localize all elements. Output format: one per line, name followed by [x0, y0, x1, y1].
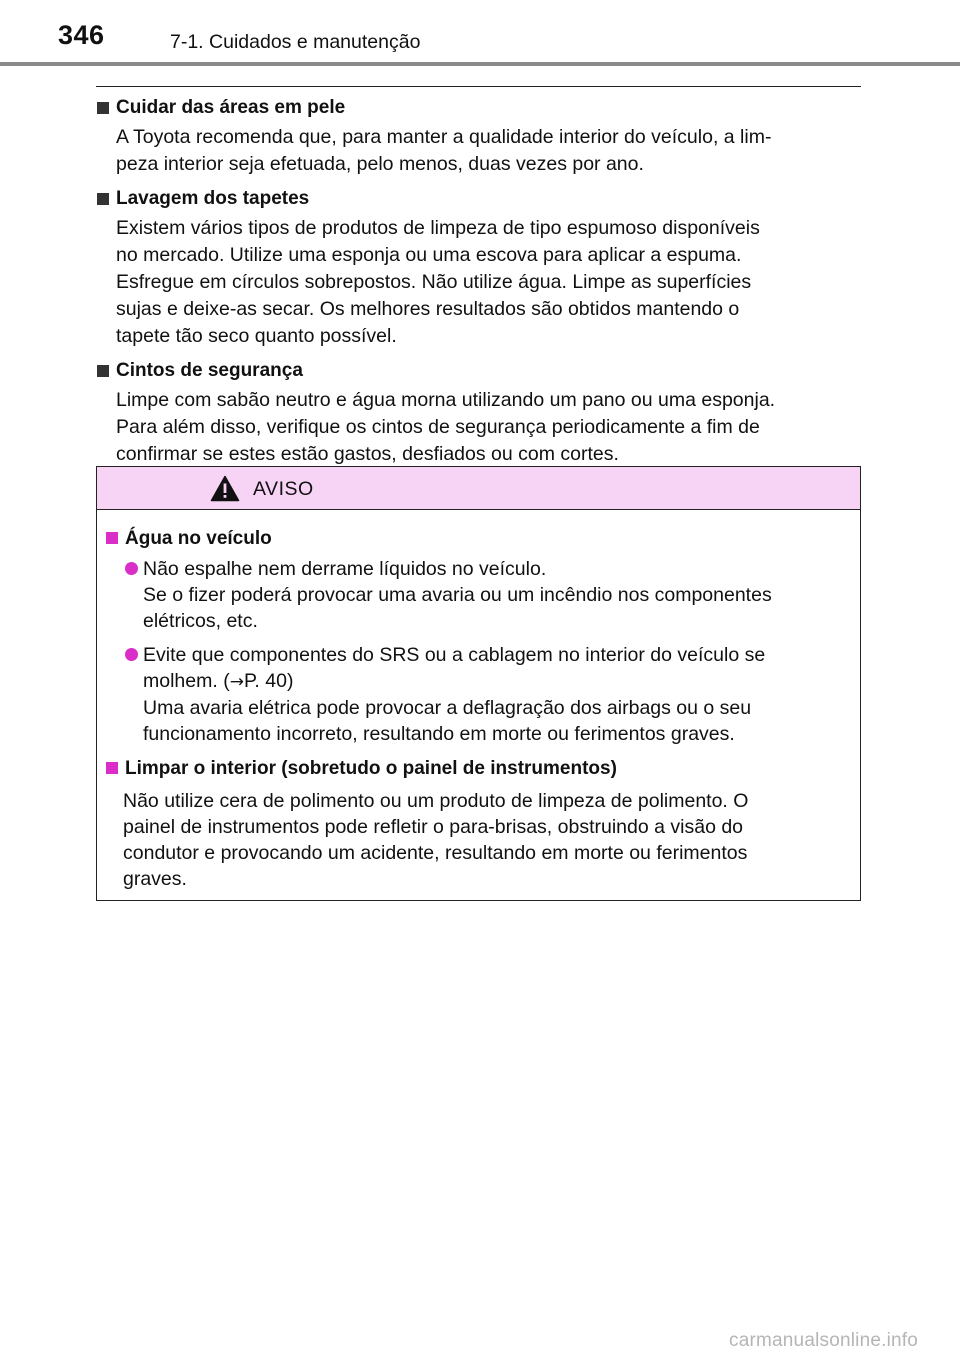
bullet-line: funcionamento incorreto, resultando em morte ou ferimentos graves.	[143, 723, 735, 745]
warning-line: graves.	[123, 868, 187, 890]
page-reference-link[interactable]: P. 40)	[243, 670, 294, 692]
section-leather-care	[96, 95, 861, 178]
warning-bullet	[105, 642, 853, 747]
section-line: Esfregue em círculos sobrepostos. Não utilize água. Limpe as superfícies	[116, 271, 752, 293]
bullet-line: elétricos, etc.	[143, 610, 258, 632]
warning-heading-text: Água no veículo	[125, 528, 272, 549]
round-bullet-icon	[125, 562, 138, 575]
section-line: A Toyota recomenda que, para manter a qualidade interior do veículo, a lim-	[116, 126, 772, 148]
watermark: carmanualsonline.info	[729, 1330, 919, 1351]
section-line: Existem vários tipos de produtos de limpeza de tipo espumoso disponíveis	[116, 217, 760, 239]
warning-line: condutor e provocando um acidente, resultando em morte ou ferimentos	[123, 842, 748, 864]
warning-box	[96, 466, 861, 901]
section-title: 7-1. Cuidados e manutenção	[170, 31, 421, 53]
warning-heading-text: Limpar o interior (sobretudo o painel de instrumentos)	[125, 758, 617, 779]
main-content	[96, 86, 861, 468]
section-heading-text: Cintos de segurança	[116, 360, 303, 381]
bullet-line: Não espalhe nem derrame líquidos no veículo.	[143, 558, 547, 580]
section-heading	[96, 95, 861, 121]
warning-label: AVISO	[253, 478, 314, 500]
round-bullet-icon	[125, 648, 138, 661]
header-divider	[0, 62, 960, 66]
section-line: no mercado. Utilize uma esponja ou uma escova para aplicar a espuma.	[116, 244, 742, 266]
section-line: peza interior seja efetuada, pelo menos, duas vezes por ano.	[116, 153, 644, 175]
warning-body	[105, 525, 853, 892]
section-seat-belts	[96, 358, 861, 468]
square-bullet-icon	[97, 102, 109, 114]
page-header	[0, 0, 960, 66]
bullet-line: Evite que componentes do SRS ou a cablagem no interior do veículo se	[143, 644, 766, 666]
arrow-right-icon: →	[229, 672, 244, 692]
square-bullet-icon	[106, 762, 118, 774]
square-bullet-icon	[97, 193, 109, 205]
square-bullet-icon	[97, 365, 109, 377]
section-line: Limpe com sabão neutro e água morna utilizando um pano ou uma esponja.	[116, 389, 776, 411]
warning-bullet	[105, 556, 853, 634]
bullet-line-text: molhem. (	[143, 670, 230, 692]
section-line: Para além disso, verifique os cintos de segurança periodicamente a fim de	[116, 416, 760, 438]
section-mat-washing	[96, 186, 861, 350]
warning-triangle-icon	[210, 475, 240, 502]
section-heading-text: Cuidar das áreas em pele	[116, 97, 346, 118]
warning-title-bar	[97, 467, 860, 510]
section-heading	[96, 358, 861, 384]
section-heading	[96, 186, 861, 212]
warning-heading	[105, 525, 853, 552]
bullet-line: Se o fizer poderá provocar uma avaria ou um incêndio nos componentes	[143, 584, 772, 606]
warning-line: Não utilize cera de polimento ou um produto de limpeza de polimento. O	[123, 790, 749, 812]
warning-heading	[105, 755, 853, 782]
warning-line: painel de instrumentos pode refletir o para-brisas, obstruindo a visão do	[123, 816, 744, 838]
square-bullet-icon	[106, 532, 118, 544]
section-line: tapete tão seco quanto possível.	[116, 325, 397, 347]
section-line: confirmar se estes estão gastos, desfiados ou com cortes.	[116, 443, 619, 465]
bullet-line-with-reference	[143, 668, 853, 695]
page-number: 346	[58, 20, 105, 50]
section-heading-text: Lavagem dos tapetes	[116, 188, 310, 209]
bullet-line: Uma avaria elétrica pode provocar a deflagração dos airbags ou o seu	[143, 697, 752, 719]
section-line: sujas e deixe-as secar. Os melhores resultados são obtidos mantendo o	[116, 298, 740, 320]
